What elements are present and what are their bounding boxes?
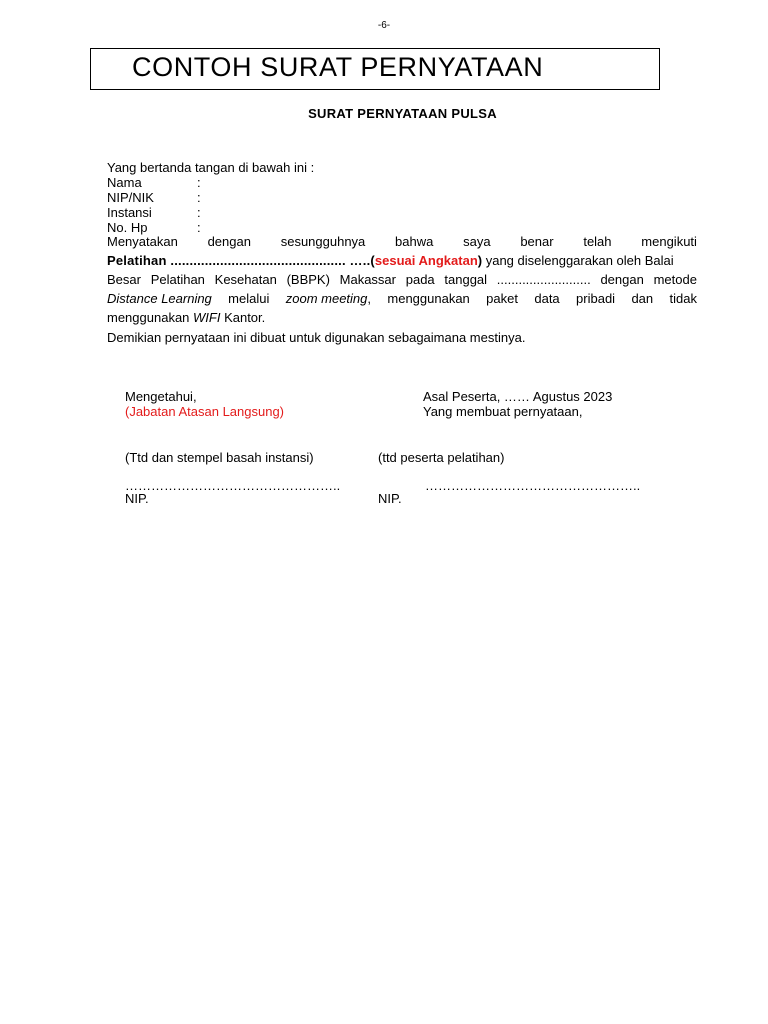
closing-statement: Demikian pernyataan ini dibuat untuk digunakan sebagaimana mestinya. xyxy=(107,330,526,345)
left-signature-line: ………………………………………….. xyxy=(125,478,341,493)
left-sign-role: (Jabatan Atasan Langsung) xyxy=(125,404,285,419)
left-nip: NIP. xyxy=(125,491,149,506)
field-colon: : xyxy=(197,175,201,190)
right-place-date: Asal Peserta, …… Agustus 2023 xyxy=(423,389,613,404)
word: tanggal xyxy=(444,272,488,287)
intro-text: Yang bertanda tangan di bawah ini : xyxy=(107,160,315,175)
pelatihan-blank: Pelatihan .............................................. …..( xyxy=(107,253,375,268)
word: (BBPK) xyxy=(286,272,330,287)
comma: , xyxy=(367,291,372,306)
field-colon: : xyxy=(197,205,201,220)
word: Menyatakan xyxy=(107,234,178,249)
word: sesungguhnya xyxy=(280,234,366,249)
word: data xyxy=(534,291,560,306)
field-colon: : xyxy=(197,220,201,235)
left-sign-heading: Mengetahui, xyxy=(125,389,197,404)
word: paket xyxy=(486,291,518,306)
title-box xyxy=(90,48,660,90)
word: dan xyxy=(631,291,654,306)
field-label-nohp: No. Hp xyxy=(107,220,148,235)
page-number: -6- xyxy=(377,20,391,31)
statement-line-5 xyxy=(107,310,265,325)
distance-learning-term: Distance Learning xyxy=(107,291,212,306)
word: telah xyxy=(583,234,612,249)
word: metode xyxy=(653,272,697,287)
wifi-term: WIFI xyxy=(193,310,221,325)
field-label-nama: Nama xyxy=(107,175,142,190)
word: pada xyxy=(405,272,435,287)
right-sign-note: (ttd peserta pelatihan) xyxy=(378,450,505,465)
word: Kesehatan xyxy=(214,272,277,287)
word: Pelatihan xyxy=(150,272,205,287)
word: benar xyxy=(520,234,554,249)
left-sign-note: (Ttd dan stempel basah instansi) xyxy=(125,450,314,465)
field-colon: : xyxy=(197,190,201,205)
right-nip: NIP. xyxy=(378,491,402,506)
text: Kantor. xyxy=(220,310,266,325)
word: tidak xyxy=(669,291,697,306)
field-label-nip: NIP/NIK xyxy=(107,190,154,205)
word: Makassar xyxy=(339,272,396,287)
paren-close: ) xyxy=(477,253,483,268)
statement-line-4 xyxy=(107,291,697,306)
right-sign-heading: Yang membuat pernyataan, xyxy=(423,404,583,419)
word: saya xyxy=(463,234,491,249)
word: pribadi xyxy=(576,291,616,306)
statement-line-2 xyxy=(107,253,674,268)
statement-line-3 xyxy=(107,272,697,287)
text: menggunakan xyxy=(107,310,194,325)
word: melalui xyxy=(228,291,270,306)
statement-line-1 xyxy=(107,234,697,249)
zoom-meeting-term: zoom meeting xyxy=(285,291,368,306)
word: mengikuti xyxy=(641,234,697,249)
date-blank: .......................... xyxy=(496,272,591,287)
word: bahwa xyxy=(395,234,434,249)
word: menggunakan xyxy=(387,291,470,306)
word: Besar xyxy=(107,272,141,287)
field-label-instansi: Instansi xyxy=(107,205,152,220)
word: dengan xyxy=(207,234,251,249)
right-signature-line: ………………………………………….. xyxy=(425,478,641,493)
document-title: CONTOH SURAT PERNYATAAN xyxy=(132,52,544,82)
word: dengan xyxy=(600,272,644,287)
document-subtitle: SURAT PERNYATAAN PULSA xyxy=(308,106,497,121)
angkatan-note: sesuai Angkatan xyxy=(374,253,478,268)
organizer-text: yang diselenggarakan oleh Balai xyxy=(482,253,674,268)
